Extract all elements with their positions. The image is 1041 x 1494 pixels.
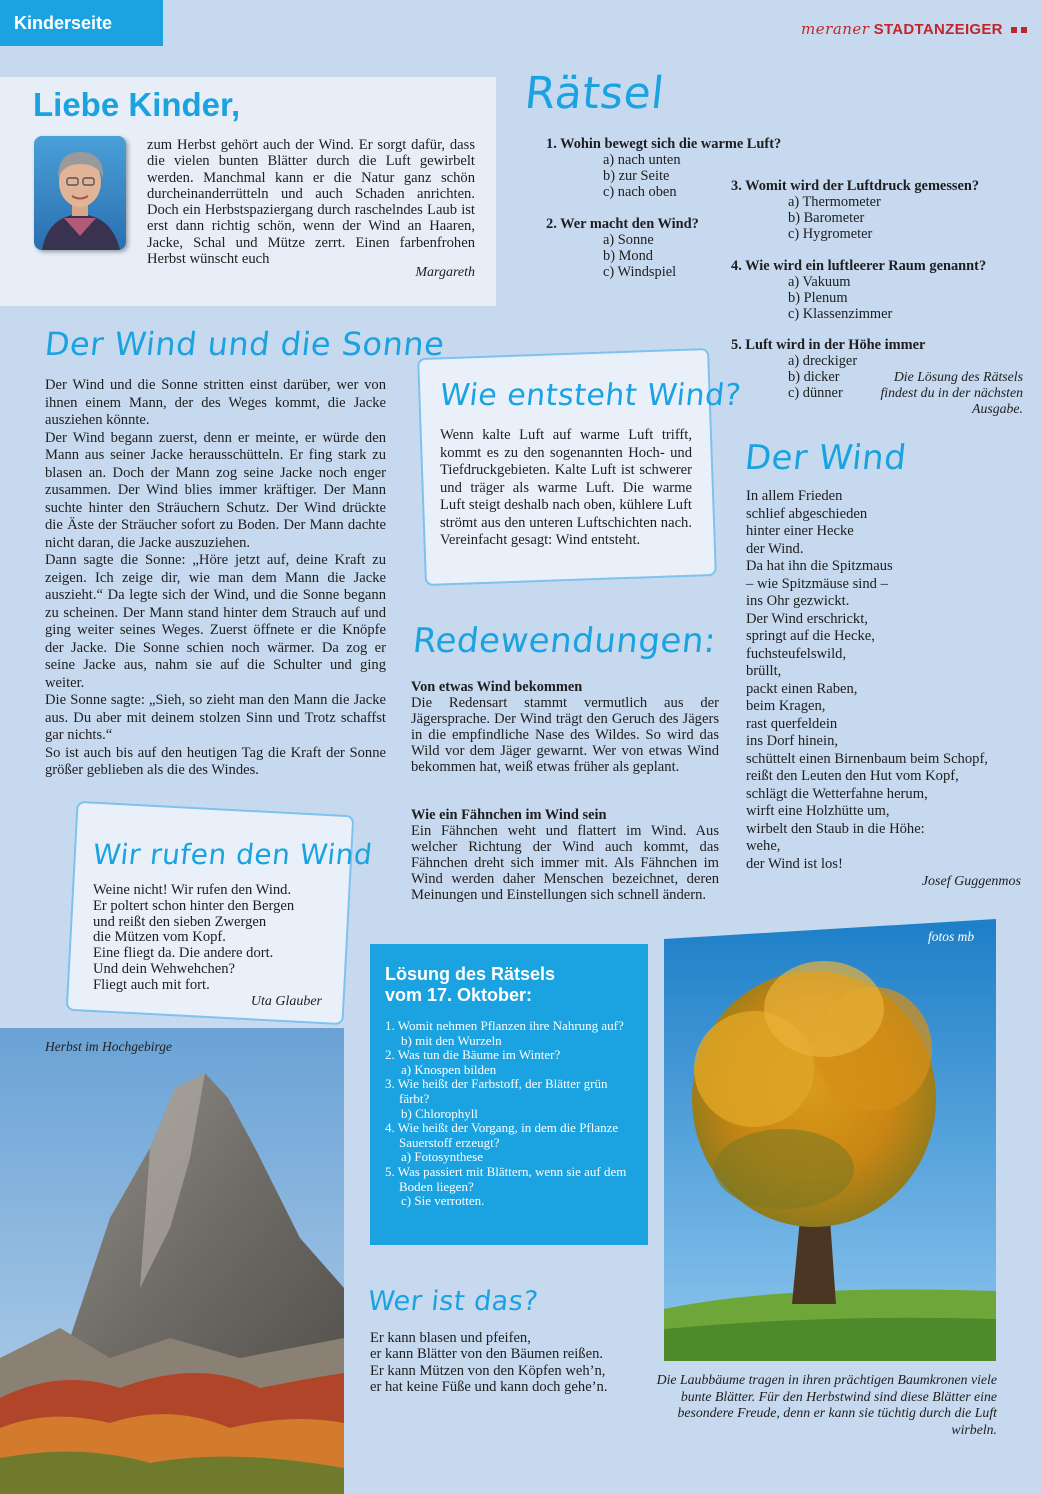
redewendungen-title: Redewendungen: — [410, 621, 719, 661]
intro-text: zum Herbst gehört auch der Wind. Er sorgt dafür, dass die vielen bunten Blätter durch die Luft gewirbelt werden. Manchmal kann er die Natur ganz schön durcheinanderrütteln und auch Schaden anrichten. Doch ein Herbstspaziergang durch raschelndes Laub ist erst dann richtig schön, wenn der Wind an Haaren, Jacke, Schal und Mütze zerrt. Einen farbenfrohen Herbst wünscht euch — [147, 137, 475, 268]
loesung-answer: a) Knospen bilden — [401, 1061, 497, 1077]
option: c) dünner — [788, 385, 843, 401]
loesung-question: 5. Was passiert mit Blättern, wenn sie auf dem Boden liegen? — [385, 1163, 627, 1194]
rufen-poem: Weine nicht! Wir rufen den Wind. Er poltert schon hinter den Bergen und reißt den sieben Zwergen die Mützen vom Kopf. Eine fliegt da. Die andere dort. Und dein Wehwehchen? Fliegt auch mit fort. — [93, 882, 295, 993]
option: c) nach oben — [603, 184, 677, 200]
loesung-answer: b) Chlorophyll — [401, 1105, 478, 1121]
option: a) Sonne — [603, 232, 654, 248]
raetsel-question-4 — [731, 258, 1031, 322]
redewendung-1 — [411, 679, 719, 775]
mountain-photo — [0, 1028, 344, 1494]
masthead-name: meraner — [801, 20, 870, 38]
author-portrait — [34, 136, 126, 250]
raetsel-question-2 — [546, 216, 726, 280]
redewendung-text: Die Redensart stammt vermutlich aus der Jägersprache. Der Wind trägt den Geruch des Jägers in die empfindliche Nase des Wildes. So wird das Wild vor dem Jäger gewarnt. Wer von etwas Wind bekommen hat, weiß etwas früher als geplant. — [411, 695, 719, 775]
loesung-title: Lösung des Rätsels vom 17. Oktober: — [385, 964, 556, 1005]
option: c) Klassenzimmer — [788, 306, 893, 322]
raetsel-question-3 — [731, 178, 1031, 242]
option: b) dicker — [788, 369, 840, 385]
question-text: 3. Womit wird der Luftdruck gemessen? — [731, 178, 980, 194]
der-wind-poem: In allem Frieden schlief abgeschieden hinter einer Hecke der Wind. Da hat ihn die Spitzmaus – wie Spitzmäuse sind – ins Ohr gezwickt. Der Wind erschrickt, springt auf die Hecke, fuchsteufelswild, brüllt, packt einen Raben, beim Kragen, rast querfeldein ins Dorf hinein, schüttelt einen Birnenbaum beim Schopf, reißt den Leuten den Hut vom Kopf, schlägt die Wetterfahne herum, wirft eine Holzhütte um, wirbelt den Staub in die Höhe: wehe, der Wind ist los! — [746, 488, 988, 872]
raetsel-title: Rätsel — [522, 68, 667, 119]
question-text: 4. Wie wird ein luftleerer Raum genannt? — [731, 258, 987, 274]
question-text: 2. Wer macht den Wind? — [546, 216, 699, 232]
masthead-title: STADTANZEIGER — [873, 21, 1003, 38]
option: b) Plenum — [788, 290, 848, 306]
option: a) Thermometer — [788, 194, 881, 210]
loesung-question: 4. Wie heißt der Vorgang, in dem die Pflanze Sauerstoff erzeugt? — [385, 1120, 619, 1150]
redewendung-text: Ein Fähnchen weht und flattert im Wind. Aus welcher Richtung der Wind auch kommt, das Fähnchen dreht sich immer mit. Als Fähnchen im Wind werden daher Menschen bezeichnet, deren Meinungen und Einstellungen sich schnell ändern. — [411, 823, 719, 903]
der-wind-author: Josef Guggenmos — [921, 874, 1021, 889]
loesung-answer: b) mit den Wurzeln — [401, 1032, 502, 1048]
tree-caption: Die Laubbäume tragen in ihren prächtigen Baumkronen viele bunte Blätter. Für den Herbstwind sind diese Blätter eine besondere Freude, denn er kann sie tüchtig durch die Luft wirbeln. — [656, 1372, 997, 1437]
masthead-square-icon — [1011, 27, 1017, 33]
tree-photo — [664, 919, 996, 1361]
rufen-author: Uta Glauber — [250, 994, 322, 1009]
option: c) Windspiel — [603, 264, 677, 280]
raetsel-note: Die Lösung des Rätsels findest du in der nächsten Ausgabe. — [880, 369, 1023, 416]
loesung-list — [385, 1019, 634, 1209]
wer-ist-das-poem: Er kann blasen und pfeifen, er kann Blätter von den Bäumen reißen. Er kann Mützen von den Köpfen weh’n, er hat keine Füße und kann doch gehe’n. — [370, 1330, 608, 1395]
wind-sonne-title: Der Wind und die Sonne — [43, 325, 447, 363]
loesung-question: 3. Wie heißt der Farbstoff, der Blätter grün färbt? — [385, 1076, 608, 1106]
option: a) Vakuum — [788, 274, 851, 290]
redewendung-2 — [411, 807, 719, 903]
loesung-question: 2. Was tun die Bäume im Winter? — [385, 1047, 561, 1063]
loesung-answer: a) Fotosynthese — [401, 1149, 483, 1165]
wind-sonne-text: Der Wind und die Sonne stritten einst darüber, wer von ihnen einem Mann, der des Weges kommt, die Jacke ausziehen könnte. Der Wind begann zuerst, denn er meinte, er würde den Mann aus seiner Jacke herausschütteln. Er fing stark zu blasen an. Doch der Mann zog seine Jacke noch enger zusammen. Der Wind blies immer kräftiger. Der Mann suchte hinter den Sträuchern Schutz. Der Wind drückte die Äste der Sträucher sofort zu Boden. Der Mann dachte nicht daran, die Jacke auszuziehen. Dann sagte die Sonne: „Höre jetzt auf, deine Kraft zu zeigen. Ich zeige dir, wie man dem Mann die Jacke auszieht.“ Da legte sich der Wind, und die Sonne begann zu scheinen. Der Mann stand hinter dem Strauch auf und ging weiter seines Weges. Zuerst öffnete er die Knöpfe der Jacke. Die Sonne schien noch wärmer. Da zog er seine Jacke aus, nahm sie auf die Schulter und ging weiter. Die Sonne sagte: „Sieh, so zieht man den Mann die Jacke aus. Du aber mit deinem stolzen Sinn und Trotz schaffst gar nichts.“ So ist auch bis auf den heutigen Tag die Kraft der Sonne größer geblieben als die des Windes. — [45, 377, 386, 778]
option: a) dreckiger — [788, 353, 858, 369]
wer-ist-das-title: Wer ist das? — [366, 1286, 540, 1317]
option: b) zur Seite — [603, 168, 670, 184]
section-label: Kinderseite — [0, 0, 163, 46]
option: b) Barometer — [788, 210, 865, 226]
loesung-answer: c) Sie verrotten. — [401, 1193, 485, 1209]
loesung-question: 1. Womit nehmen Pflanzen ihre Nahrung auf? — [385, 1018, 624, 1033]
option: a) nach unten — [603, 152, 681, 168]
option: b) Mond — [603, 248, 653, 264]
photo-credit: fotos mb — [928, 929, 975, 944]
masthead — [801, 20, 1027, 38]
rufen-title: Wir rufen den Wind — [91, 838, 374, 871]
question-text: 1. Wohin bewegt sich die warme Luft? — [546, 136, 782, 152]
option: c) Hygrometer — [788, 226, 873, 242]
intro-signature: Margareth — [415, 265, 475, 280]
loesung-box — [370, 944, 648, 1245]
mountain-photo-label: Herbst im Hochgebirge — [45, 1039, 172, 1054]
intro-title: Liebe Kinder, — [33, 86, 241, 123]
redewendung-heading: Wie ein Fähnchen im Wind sein — [411, 807, 607, 823]
wie-entsteht-text: Wenn kalte Luft auf warme Luft trifft, kommt es zu den sogenannten Hoch- und Tiefdruckgebieten. Kalte Luft ist schwerer und träger als warme Luft. Die warme Luft steigt deshalb nach oben, kühlere Luft strömt aus den unteren Luftschichten nach. Vereinfacht gesagt: Wind entsteht. — [440, 427, 692, 548]
masthead-square-icon — [1021, 27, 1027, 33]
wie-entsteht-title: Wie entsteht Wind? — [438, 378, 743, 413]
der-wind-title: Der Wind — [742, 438, 909, 478]
question-text: 5. Luft wird in der Höhe immer — [731, 337, 926, 353]
redewendung-heading: Von etwas Wind bekommen — [411, 679, 583, 695]
